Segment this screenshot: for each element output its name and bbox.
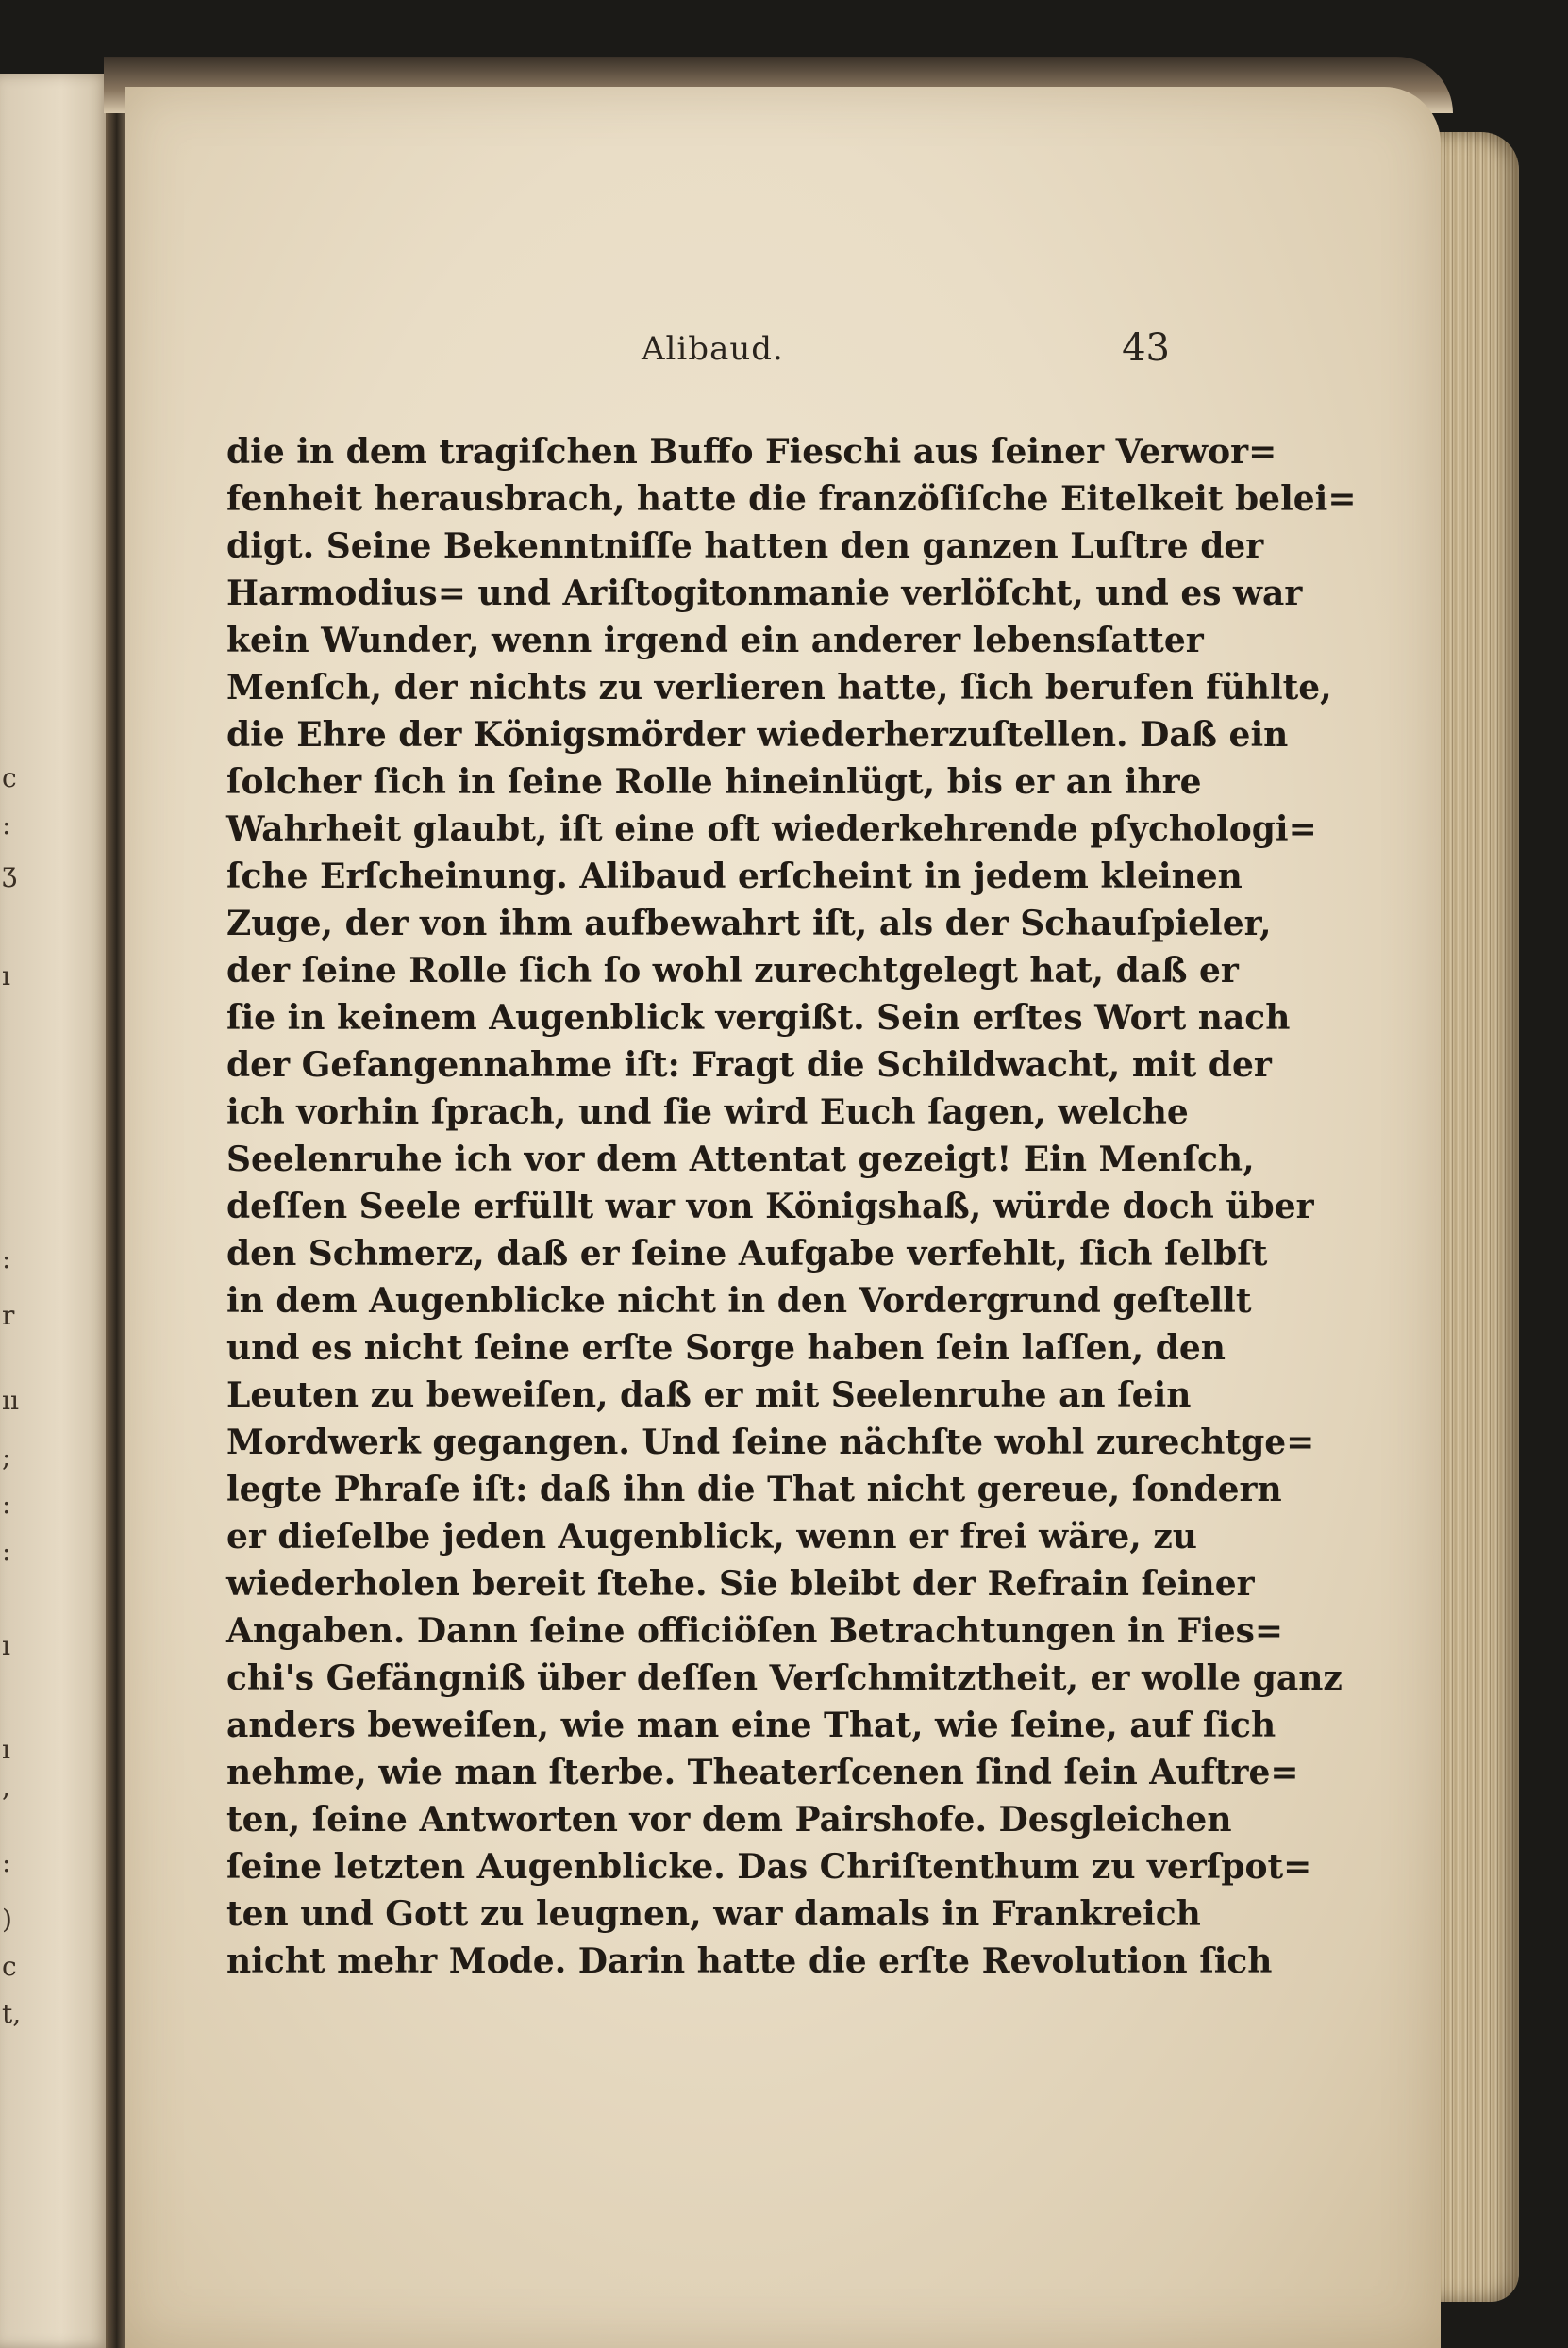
text-line: Zuge, der von ihm aufbewahrt iſt, als der Schauſpieler, [226,904,1272,943]
text-line: und es nicht ſeine erſte Sorge haben ſein laſſen, den [226,1328,1226,1368]
text-line: anders beweiſen, wie man eine That, wie ſeine, auf ſich [226,1706,1276,1745]
text-line: der Gefangennahme iſt: Fragt die Schildwacht, mit der [226,1045,1272,1085]
facing-page-edge [0,74,111,2348]
text-line: er dieſelbe jeden Augenblick, wenn er frei wäre, zu [226,1517,1197,1557]
text-line: die Ehre der Königsmörder wiederherzuſtellen. Daß ein [226,715,1289,755]
text-line: nehme, wie man ſterbe. Theaterſcenen ſind ſein Auftre= [226,1753,1299,1792]
margin-mark: : [2,1243,11,1274]
text-line: ſeine letzten Augenblicke. Das Chriſtenthum zu verſpot= [226,1847,1312,1887]
margin-mark: ʒ [2,857,17,888]
text-line: legte Phraſe iſt: daß ihn die That nicht gereue, ſondern [226,1470,1282,1509]
text-line: chi's Gefängniß über deſſen Verſchmitztheit, er wolle ganz [226,1658,1343,1698]
margin-mark: , [2,1772,10,1803]
margin-mark: t, [2,1998,22,2029]
margin-mark: r [2,1300,15,1331]
facing-page-margin-marks [0,74,28,2348]
text-line: in dem Augenblicke nicht in den Vordergrund geſtellt [226,1281,1252,1321]
text-line: Wahrheit glaubt, iſt eine oft wiederkehrende pſychologi= [226,809,1317,849]
margin-mark: c [2,762,17,793]
text-line: wiederholen bereit ſtehe. Sie bleibt der Refrain ſeiner [226,1564,1255,1604]
text-line: fenheit herausbrach, hatte die franzöſiſche Eitelkeit belei= [226,479,1357,519]
text-line: Harmodius= und Ariſtogitonmanie verlöſcht, und es war [226,574,1303,613]
margin-mark: ı [2,1630,10,1661]
text-line: ſche Erſcheinung. Alibaud erſcheint in jedem kleinen [226,857,1243,896]
margin-mark: ) [2,1904,12,1935]
text-line: ſolcher ſich in ſeine Rolle hineinlügt, bis er an ihre [226,762,1202,802]
margin-mark: ıı [2,1385,19,1416]
page-text-block [226,326,1357,1985]
margin-mark: ı [2,1734,10,1765]
margin-mark: c [2,1951,17,1982]
margin-mark: : [2,1536,11,1567]
page-header [226,326,1170,387]
margin-mark: : [2,1489,11,1520]
text-line: Seelenruhe ich vor dem Attentat gezeigt! Ein Menſch, [226,1140,1255,1179]
text-line: Angaben. Dann ſeine officiöſen Betrachtungen in Fies= [226,1611,1284,1651]
text-line: ten, ſeine Antworten vor dem Pairshofe. Desgleichen [226,1800,1232,1840]
text-line: Leuten zu beweiſen, daß er mit Seelenruhe an ſein [226,1375,1192,1415]
page-number: 43 [1122,326,1170,370]
text-line: digt. Seine Bekenntniſſe hatten den ganzen Luſtre der [226,526,1264,566]
text-line: der ſeine Rolle ſich ſo wohl zurechtgelegt hat, daß er [226,951,1239,991]
text-line: deſſen Seele erfüllt war von Königshaß, würde doch über [226,1187,1314,1226]
text-line: ſie in keinem Augenblick vergißt. Sein erſtes Wort nach [226,998,1291,1038]
text-line: ich vorhin ſprach, und ſie wird Euch ſagen, welche [226,1092,1189,1132]
text-line: kein Wunder, wenn irgend ein anderer lebensſatter [226,621,1204,660]
text-line: ten und Gott zu leugnen, war damals in Frankreich [226,1894,1201,1934]
text-line: Menſch, der nichts zu verlieren hatte, ſich berufen fühlte, [226,668,1332,708]
text-line: nicht mehr Mode. Darin hatte die erſte Revolution ſich [226,1941,1273,1981]
margin-mark: : [2,809,11,841]
text-line: den Schmerz, daß er ſeine Aufgabe verfehlt, ſich ſelbſt [226,1234,1268,1274]
text-line: Mordwerk gegangen. Und ſeine nächſte wohl zurechtge= [226,1423,1315,1462]
margin-mark: : [2,1847,11,1878]
margin-mark: ; [2,1441,11,1473]
margin-mark: ı [2,960,10,991]
body-text [226,428,1357,1985]
text-line: die in dem tragiſchen Buffo Fieschi aus ſeiner Verwor= [226,432,1277,472]
running-head: Alibaud. [642,330,784,368]
